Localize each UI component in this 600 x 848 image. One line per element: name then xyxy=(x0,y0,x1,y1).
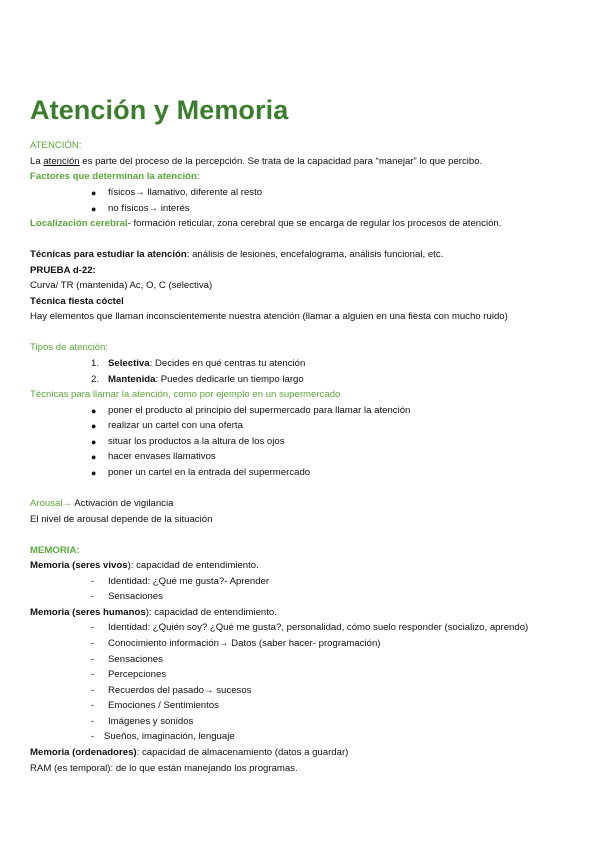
dash-bullet: - xyxy=(91,731,95,742)
humanos-item: Imágenes y sonidos xyxy=(108,716,194,727)
dash-bullet: - xyxy=(91,654,95,665)
list-number: 1. xyxy=(91,358,100,369)
dash-bullet: - xyxy=(91,622,95,633)
tecnicas-text: : análisis de lesiones, encefalograma, análisis funcional, etc. xyxy=(186,249,444,260)
factor-item: físicos→ llamativo, diferente al resto xyxy=(108,187,263,198)
bullet-icon: ● xyxy=(91,452,97,462)
dash-bullet: - xyxy=(91,685,95,696)
ram-line: RAM (es temporal): de lo que están manejando los programas. xyxy=(30,763,298,774)
supermercado-item: hacer envases llamativos xyxy=(108,451,216,462)
curva-line: Curva/ TR (mantenida) Ac, O, C (selectiva) xyxy=(30,280,213,291)
supermercado-item: situar los productos a la altura de los ojos xyxy=(108,436,285,447)
definition-rest: es parte del proceso de la percepción. Se trata de la capacidad para “manejar” lo que percibo. xyxy=(79,156,483,167)
bullet-icon: ● xyxy=(91,406,97,416)
atencion-heading: ATENCIÓN: xyxy=(30,140,82,151)
tipo-text: : Decides en qué centras tu atención xyxy=(149,358,306,369)
tecnicas-line xyxy=(30,249,443,261)
dash-bullet: - xyxy=(91,576,95,587)
humanos-item: Sueños, imaginación, lenguaje xyxy=(104,731,235,742)
dash-bullet: - xyxy=(91,591,95,602)
humanos-item: Recuerdos del pasado→ sucesos xyxy=(108,685,252,696)
fiesta-text: Hay elementos que llaman inconscientemente nuestra atención (llamar a alguien en una fiesta con mucho ruido) xyxy=(30,311,508,322)
memoria-ordenadores-line xyxy=(30,747,348,759)
factor-item: no físicos→ interés xyxy=(108,203,190,214)
arousal-line xyxy=(30,498,173,510)
supermercado-item: poner el producto al principio del supermercado para llamar la atención xyxy=(108,405,411,416)
memoria-vivos-text: ): capacidad de entendimiento. xyxy=(127,560,259,571)
memoria-ordenadores-text: : capacidad de almacenamiento (datos a guardar) xyxy=(136,747,349,758)
memoria-vivos-line xyxy=(30,560,259,572)
arousal-text: Activación de vigilancia xyxy=(72,498,174,509)
dash-bullet: - xyxy=(91,669,95,680)
bullet-icon: ● xyxy=(91,204,97,214)
list-number: 2. xyxy=(91,374,100,385)
supermercado-heading: Técnicas para llamar la atención, como por ejemplo en un supermercado xyxy=(30,389,341,400)
dash-bullet: - xyxy=(91,638,95,649)
humanos-item: Conocimiento información→ Datos (saber hacer- programación) xyxy=(108,638,381,649)
tipo-item xyxy=(108,358,305,370)
factores-heading: Factores que determinan la atención: xyxy=(30,171,201,182)
localizacion-label: Localización cerebral xyxy=(30,218,128,229)
humanos-item: Emociones / Sentimientos xyxy=(108,700,219,711)
tecnicas-label: Técnicas para estudiar la atención xyxy=(30,249,187,260)
memoria-heading: MEMORIA: xyxy=(30,545,80,556)
tipo-label: Selectiva xyxy=(108,358,150,369)
prueba-label: PRUEBA d-22: xyxy=(30,265,96,276)
memoria-ordenadores-label: Memoria (ordenadores) xyxy=(30,747,137,758)
page-title: Atención y Memoria xyxy=(30,95,289,125)
arousal-label: Arousal→ xyxy=(30,498,73,509)
dash-bullet: - xyxy=(91,700,95,711)
arousal-line-2: El nivel de arousal depende de la situación xyxy=(30,514,213,525)
localizacion-line xyxy=(30,218,501,230)
vivos-item: Identidad: ¿Qué me gusta?- Aprender xyxy=(108,576,270,587)
supermercado-item: poner un cartel en la entrada del supermercado xyxy=(108,467,311,478)
bullet-icon: ● xyxy=(91,421,97,431)
tipo-item xyxy=(108,374,304,386)
fiesta-label: Técnica fiesta cóctel xyxy=(30,296,124,307)
supermercado-item: realizar un cartel con una oferta xyxy=(108,420,243,431)
memoria-vivos-label: Memoria (seres vivos xyxy=(30,560,128,571)
humanos-item: Identidad: ¿Quién soy? ¿Qué me gusta?, personalidad, cómo suelo responder (socializo, aprendo) xyxy=(108,622,529,633)
tipo-label: Mantenida xyxy=(108,374,156,385)
definition-term: atención xyxy=(43,156,80,167)
memoria-humanos-label: Memoria (seres humanos xyxy=(30,607,146,618)
bullet-icon: ● xyxy=(91,188,97,198)
vivos-item: Sensaciones xyxy=(108,591,163,602)
tipo-text: : Puedes dedicarle un tiempo largo xyxy=(155,374,304,385)
localizacion-text: - formación reticular, zona cerebral que se encarga de regular los procesos de atención. xyxy=(127,218,502,229)
bullet-icon: ● xyxy=(91,468,97,478)
definition-prefix: La xyxy=(30,156,44,167)
memoria-humanos-line xyxy=(30,607,277,619)
atencion-definition xyxy=(30,156,482,168)
tipos-heading: Tipos de atención: xyxy=(30,342,109,353)
bullet-icon: ● xyxy=(91,437,97,447)
memoria-humanos-text: ): capacidad de entendimiento. xyxy=(145,607,277,618)
humanos-item: Sensaciones xyxy=(108,654,163,665)
humanos-item: Percepciones xyxy=(108,669,167,680)
dash-bullet: - xyxy=(91,716,95,727)
